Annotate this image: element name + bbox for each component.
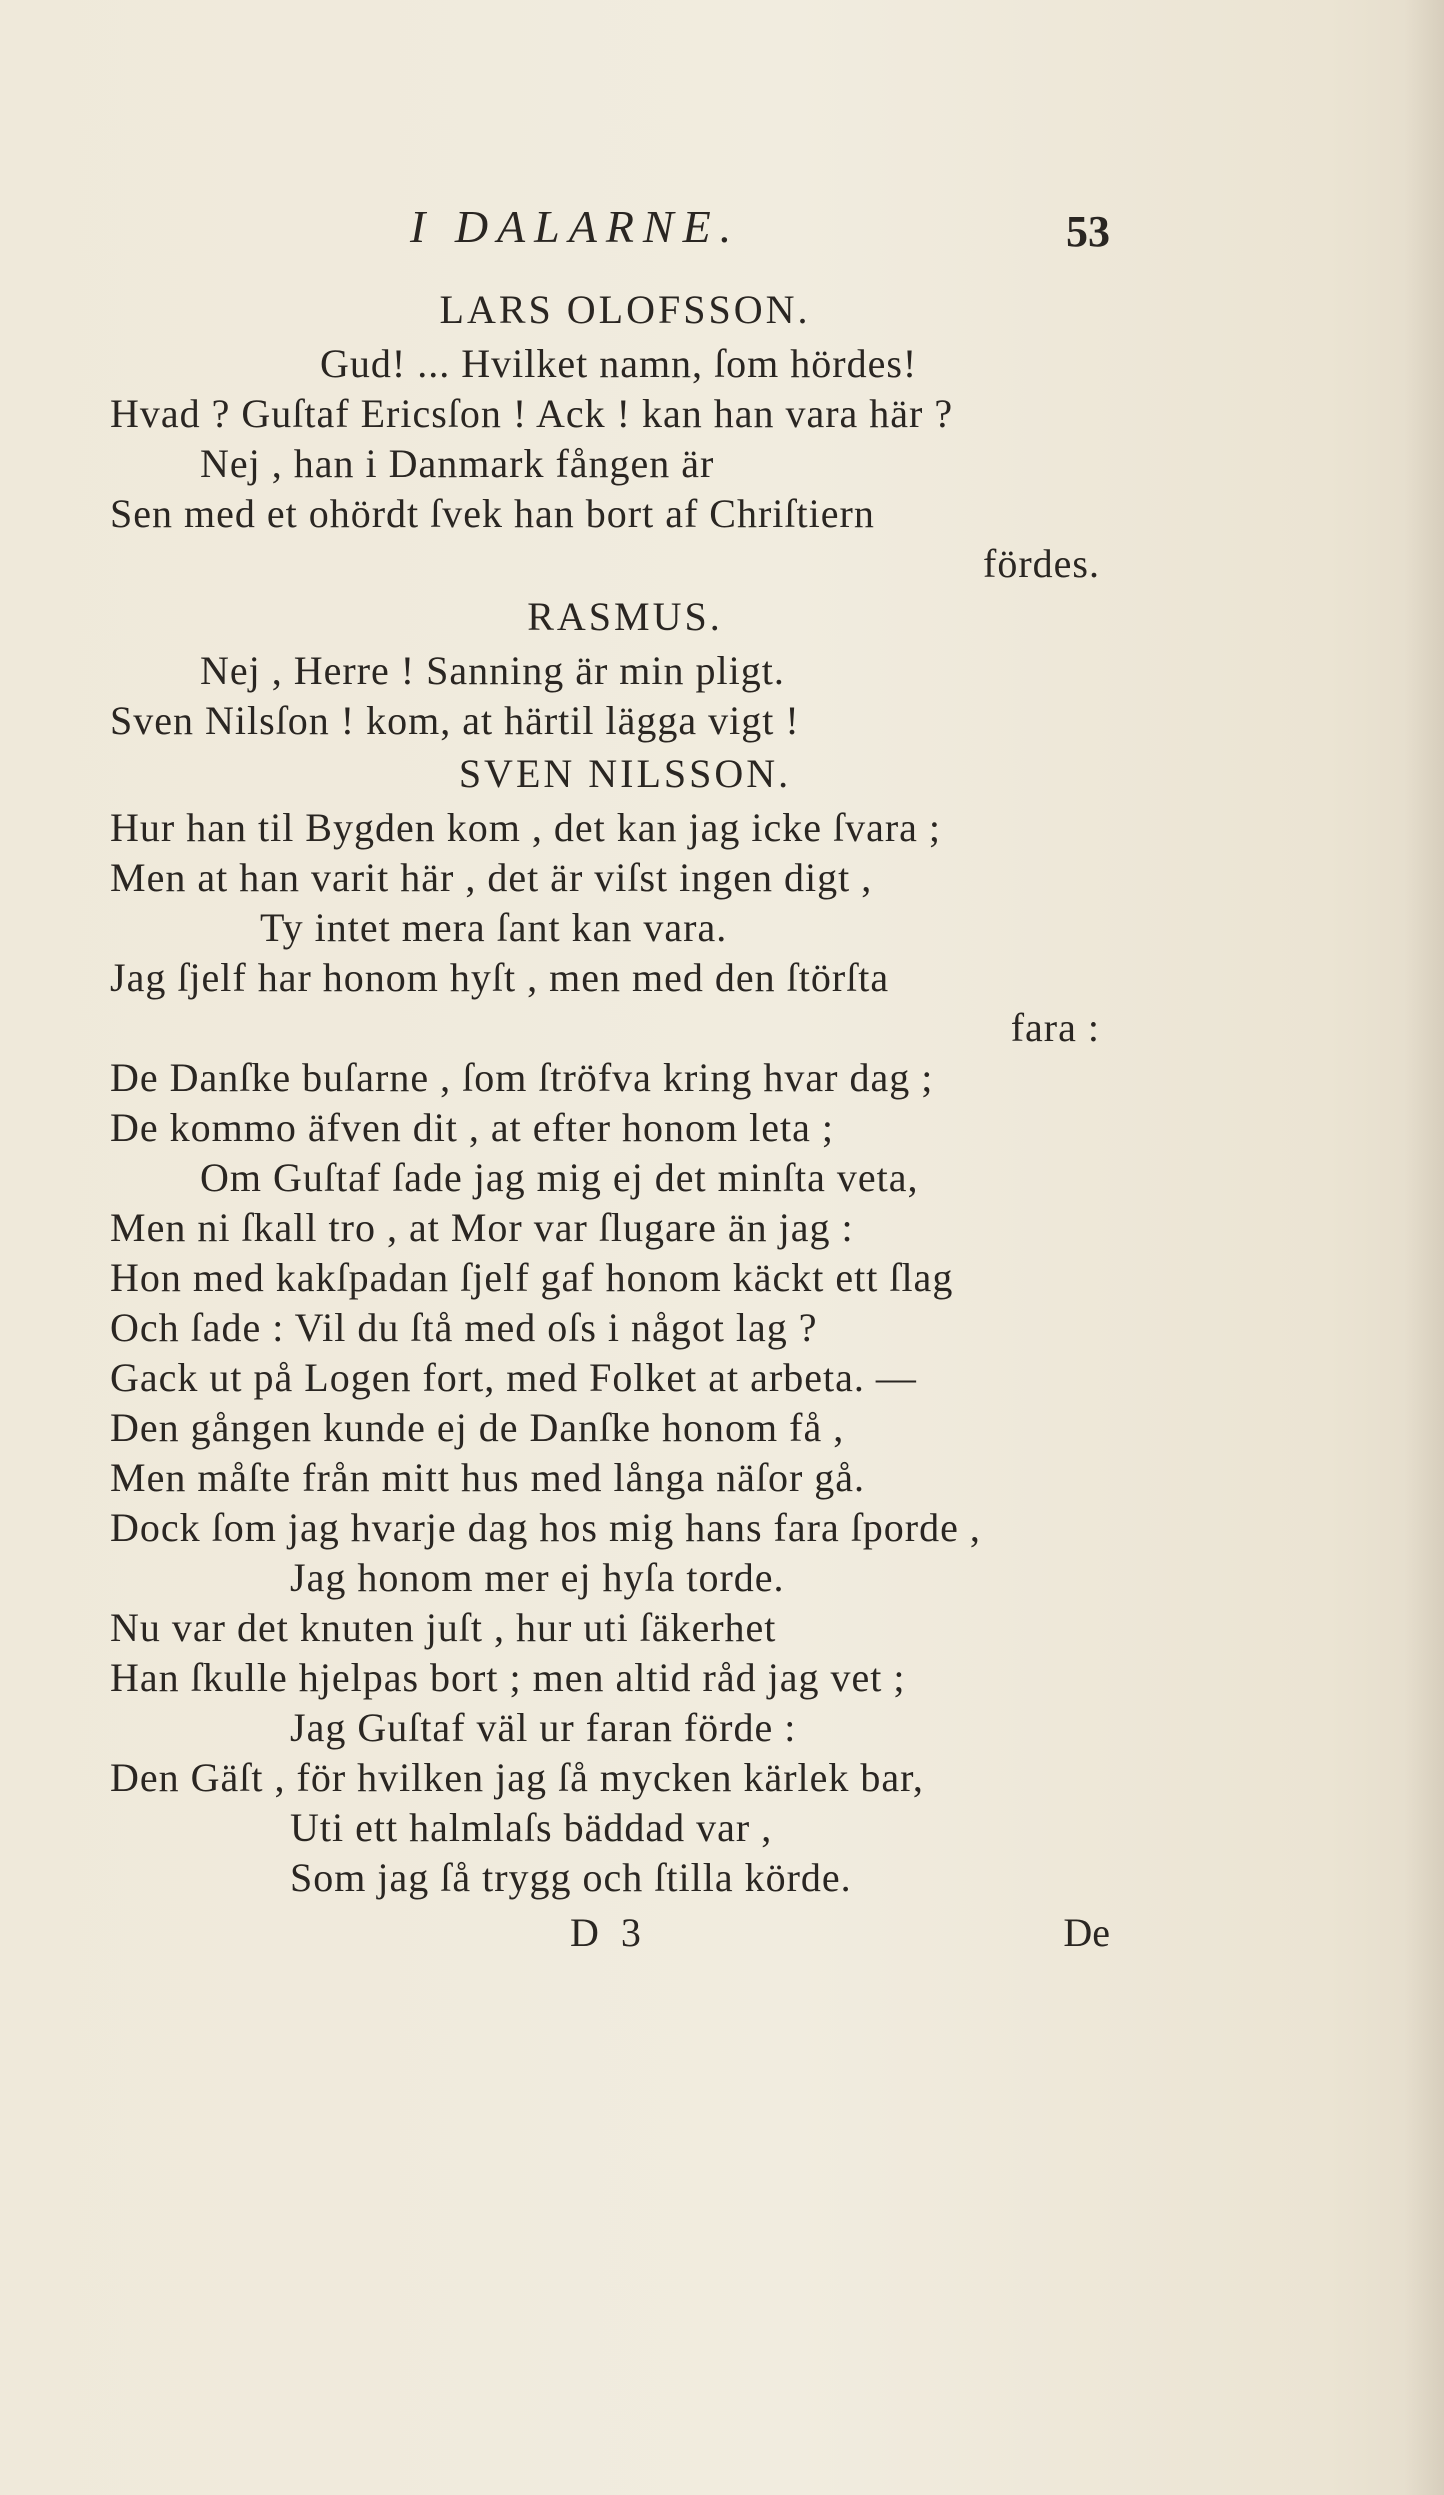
verse-line: Jag honom mer ej hyſa torde. — [290, 1555, 785, 1600]
verse-line: Men ni ſkall tro , at Mor var ſlugare än jag : — [110, 1205, 854, 1250]
page-footer — [110, 1909, 1120, 1969]
text-block — [110, 200, 1120, 1969]
verse-line: fara : — [1010, 1005, 1100, 1050]
speaker-heading: RASMUS. — [527, 594, 723, 639]
verse-line: Den Gäſt , för hvilken jag ſå mycken kärlek bar, — [110, 1755, 924, 1800]
verse-line: Hur han til Bygden kom , det kan jag icke ſvara ; — [110, 805, 942, 850]
verse-line: Nu var det knuten juſt , hur uti ſäkerhet — [110, 1605, 777, 1650]
verse-line: De kommo äfven dit , at efter honom leta ; — [110, 1105, 835, 1150]
verse-line: Den gången kunde ej de Danſke honom få , — [110, 1405, 845, 1450]
verse-line: Men at han varit här , det är viſst ingen digt , — [110, 855, 873, 900]
verse-line: Ty intet mera ſant kan vara. — [260, 905, 728, 950]
verse-line: Jag Guſtaf väl ur faran förde : — [290, 1705, 797, 1750]
verse-line: Hon med kakſpadan ſjelf gaf honom käckt ett ſlag — [110, 1255, 954, 1300]
speaker-heading: SVEN NILSSON. — [458, 751, 792, 796]
verse-line: Gud! ... Hvilket namn, ſom hördes! — [320, 341, 918, 386]
verse-line: Gack ut på Logen fort, med Folket at arbeta. — — [110, 1355, 917, 1400]
verse-line: Hvad ? Guſtaf Ericsſon ! Ack ! kan han vara här ? — [110, 391, 954, 436]
speaker-heading: LARS OLOFSSON. — [439, 287, 811, 332]
verse-line: Om Guſtaf ſade jag mig ej det minſta veta, — [200, 1155, 919, 1200]
verse-line: Han ſkulle hjelpas bort ; men altid råd jag vet ; — [110, 1655, 906, 1700]
verse-line: Uti ett halmlaſs bäddad var , — [290, 1805, 773, 1850]
verse-line: De Danſke buſarne , ſom ſtröfva kring hvar dag ; — [110, 1055, 934, 1100]
verse-line: Dock ſom jag hvarje dag hos mig hans fara ſporde , — [110, 1505, 981, 1550]
catchword: De — [1063, 1910, 1110, 1955]
signature-mark: D 3 — [570, 1910, 647, 1955]
verse-line: Och ſade : Vil du ſtå med oſs i något lag ? — [110, 1305, 818, 1350]
verse-line: Men måſte från mitt hus med långa näſor gå. — [110, 1455, 866, 1500]
page-number: 53 — [1066, 207, 1110, 256]
running-title: I DALARNE. — [410, 201, 741, 252]
verse-line: Sven Nilsſon ! kom, at härtil lägga vigt ! — [110, 698, 800, 743]
page-header — [110, 200, 1120, 270]
verse-line: Jag ſjelf har honom hyſt , men med den ſtörſta — [110, 955, 890, 1000]
verse-line: fördes. — [983, 541, 1100, 586]
verse-line: Nej , Herre ! Sanning är min pligt. — [200, 648, 785, 693]
verse-line: Sen med et ohördt ſvek han bort af Chriſtiern — [110, 491, 875, 536]
page-edge-shadow — [1404, 0, 1444, 2495]
verse-line: Som jag ſå trygg och ſtilla körde. — [290, 1855, 852, 1900]
verse-line: Nej , han i Danmark fången är — [200, 441, 715, 486]
